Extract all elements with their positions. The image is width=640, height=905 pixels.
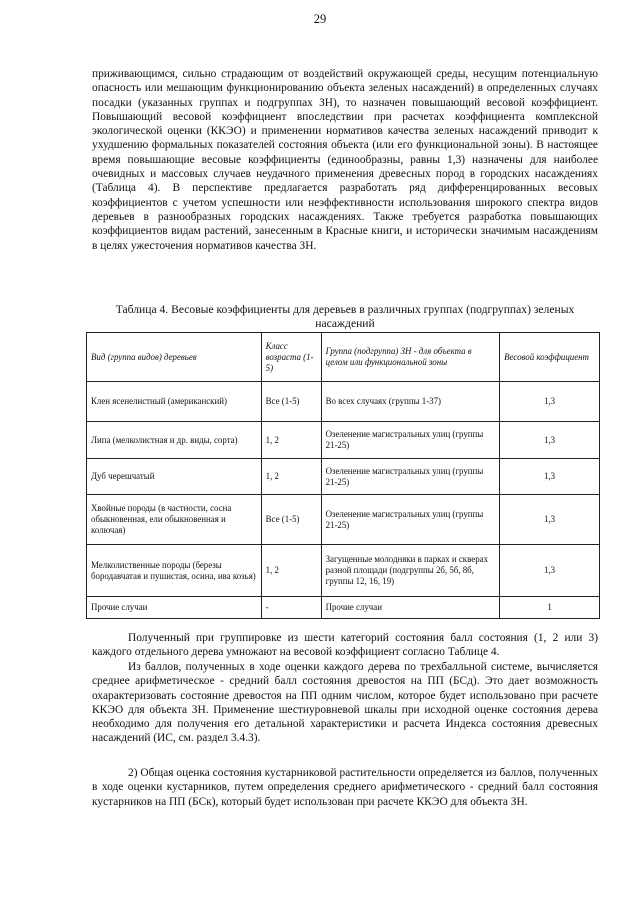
header-coefficient: Весовой коэффициент — [500, 333, 600, 382]
cell-species: Клен ясенелистный (американский) — [87, 382, 262, 422]
weight-coefficients-table — [86, 332, 600, 619]
cell-coefficient: 1,3 — [500, 382, 600, 422]
cell-age-class: 1, 2 — [261, 545, 321, 597]
table-header-row — [87, 333, 600, 382]
cell-group: Озеленение магистральных улиц (группы 21-25) — [321, 459, 500, 495]
cell-group: Озеленение магистральных улиц (группы 21-25) — [321, 495, 500, 545]
cell-species: Прочие случаи — [87, 597, 262, 619]
header-age-class: Класс возраста (1-5) — [261, 333, 321, 382]
cell-group: Прочие случаи — [321, 597, 500, 619]
cell-coefficient: 1 — [500, 597, 600, 619]
cell-age-class: - — [261, 597, 321, 619]
paragraph-stand-average-score: Из баллов, полученных в ходе оценки каждого дерева по трехбалльной системе, вычисляется среднее арифметическое - средний балл состояния древостоя на ПП (БСд). Это дает возможность охарактеризовать состояние древостоя на ПП одним числом, которое будет использовано при расчете ККЭО для объекта ЗН. Применение шестиуровневой шкалы при исходной оценке состояния дерева необходимо для получения его детальной характеристики и расчета Индекса состояния древесных насаждений (ИС, см. раздел 3.4.3). — [92, 661, 598, 745]
header-group: Группа (подгруппа) ЗН - для объекта в целом или функциональной зоны — [321, 333, 500, 382]
cell-group: Во всех случаях (группы 1-37) — [321, 382, 500, 422]
cell-coefficient: 1,3 — [500, 459, 600, 495]
cell-group: Загущенные молодняки в парках и скверах разной площади (подгруппы 2б, 5б, 8б, группы 12, 16, 19) — [321, 545, 500, 597]
paragraph-shrub-assessment: 2) Общая оценка состояния кустарниковой растительности определяется из баллов, полученных в ходе оценки кустарников, путем определения среднего арифметического - средний балл состояния кустарников на ПП (БСк), который будет использован при расчете ККЭО для объекта ЗН. — [92, 767, 598, 808]
cell-age-class: Все (1-5) — [261, 495, 321, 545]
table-row — [87, 597, 600, 619]
table-row — [87, 459, 600, 495]
cell-age-class: Все (1-5) — [261, 382, 321, 422]
cell-species: Липа (мелколистная и др. виды, сорта) — [87, 422, 262, 459]
table-row — [87, 495, 600, 545]
cell-age-class: 1, 2 — [261, 459, 321, 495]
cell-coefficient: 1,3 — [500, 495, 600, 545]
cell-coefficient: 1,3 — [500, 422, 600, 459]
cell-group: Озеленение магистральных улиц (группы 21-25) — [321, 422, 500, 459]
table-caption: Таблица 4. Весовые коэффициенты для деревьев в различных группах (подгруппах) зеленых насаждений — [115, 303, 575, 330]
table-row — [87, 382, 600, 422]
cell-coefficient: 1,3 — [500, 545, 600, 597]
cell-species: Мелколиственные породы (березы бородавчатая и пушистая, осина, ива козья) — [87, 545, 262, 597]
cell-age-class: 1, 2 — [261, 422, 321, 459]
cell-species: Хвойные породы (в частности, сосна обыкновенная, ели обыкновенная и колючая) — [87, 495, 262, 545]
table-row — [87, 545, 600, 597]
header-species: Вид (группа видов) деревьев — [87, 333, 262, 382]
page-number: 29 — [313, 12, 327, 26]
cell-species: Дуб черешчатый — [87, 459, 262, 495]
paragraph-weight-coefficients: приживающимся, сильно страдающим от воздействий окружающей среды, несущим потенциальную опасность или мешающим функционированию объекта зеленых насаждений) в определенных случаях посадки (указанных группах и подгруппах ЗН), то назначен повышающий весовой коэффициент. Повышающий весовой коэффициент впоследствии при расчетах коэффициента комплексной экологической оценки (ККЭО) и применении нормативов качества зеленых насаждений приводит к ухудшению формальных показателей состояния объекта (или его функциональной зоны). В настоящее время повышающие весовые коэффициенты (единообразны, равны 1,3) назначены для наиболее очевидных и массовых случаев неудачного применения древесных пород в городских насаждениях (Таблица 4). В перспективе предлагается разработать ряд дифференцированных весовых коэффициентов с учетом успешности или неэффективности использования широкого спектра видов деревьев в разнообразных городских насаждениях. Также требуется разработка повышающих коэффициентов видам растений, занесенным в Красные книги, и исторически значимым насаждениям в целях ужесточения нормативов качества ЗН. — [92, 68, 598, 252]
table-row — [87, 422, 600, 459]
paragraph-score-multiplication: Полученный при группировке из шести категорий состояния балл состояния (1, 2 или 3) каждого отдельного дерева умножают на весовой коэффициент согласно Таблице 4. — [92, 632, 598, 659]
